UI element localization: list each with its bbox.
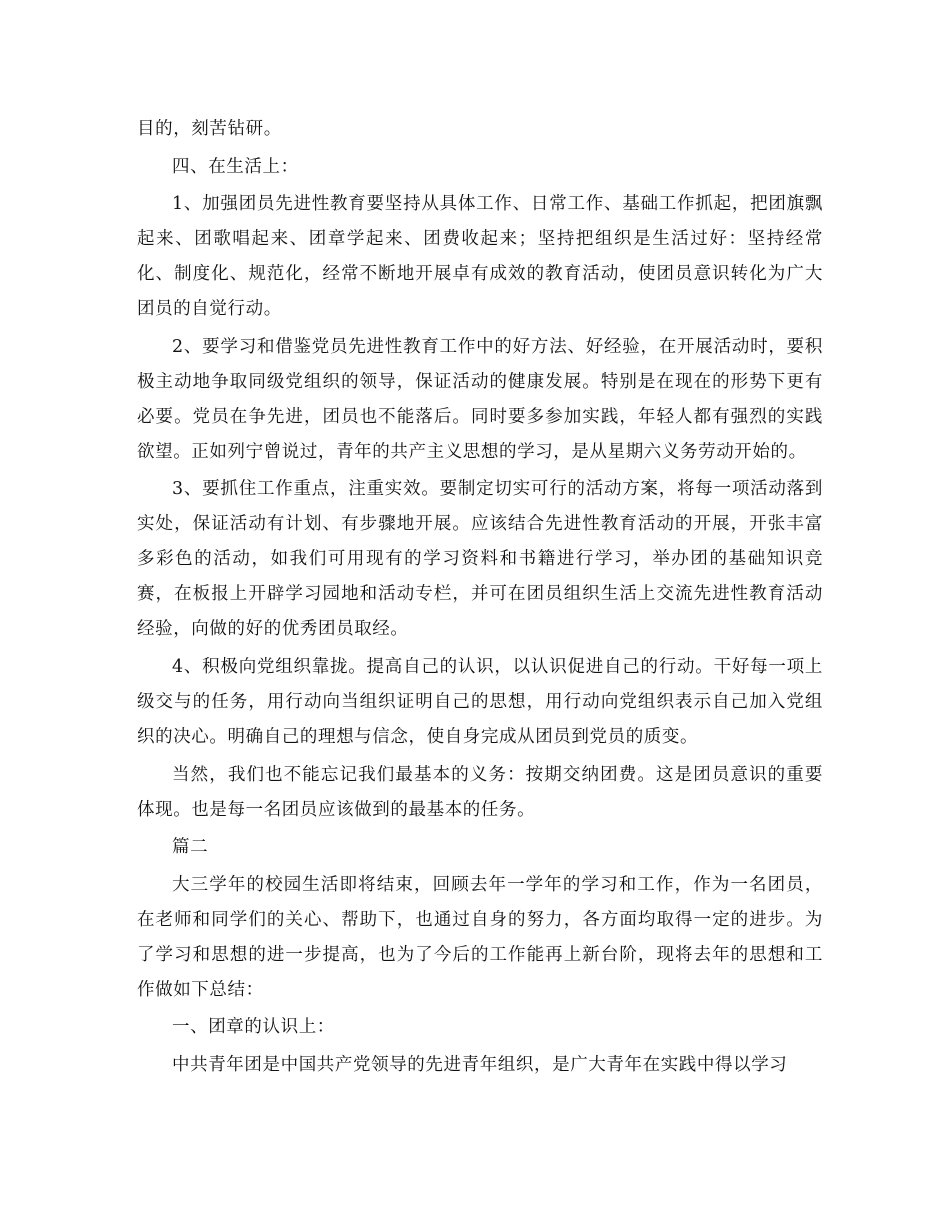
section-title-part-two: 篇二 (172, 837, 209, 858)
paragraph-dues: 当然，我们也不能忘记我们最基本的义务：按期交纳团费。这是团员意识的重要体现。也是每一名团员应该做到的最基本的任务。 (137, 764, 823, 820)
section-heading-life: 四、在生活上： (172, 156, 299, 177)
paragraph-charter: 中共青年团是中国共产党领导的先进青年组织，是广大青年在实践中得以学习 (172, 1054, 788, 1075)
paragraph-continuation: 目的，刻苦钻研。 (137, 119, 282, 139)
paragraph-intro: 大三学年的校园生活即将结束，回顾去年一学年的学习和工作，作为一名团员，在老师和同学们的关心、帮助下，也通过自身的努力，各方面均取得一定的进步。为了学习和思想的进一步提高，也为了今后的工作能再上新台阶，现将去年的思想和工作做如下总结： (137, 874, 823, 1000)
section-heading-charter: 一、团章的认识上： (172, 1017, 335, 1038)
paragraph-item-4: 4、积极向党组织靠拢。提高自己的认识，以认识促进自己的行动。干好每一项上级交与的任务，用行动向当组织证明自己的思想，用行动向党组织表示自己加入党组织的决心。明确自己的理想与信念，使自身完成从团员到党员的质变。 (137, 656, 823, 747)
document-body (137, 112, 823, 1086)
paragraph-item-2: 2、要学习和借鉴党员先进性教育工作中的好方法、好经验，在开展活动时，要积极主动地争取同级党组织的领导，保证活动的健康发展。特别是在现在的形势下更有必要。党员在争先进，团员也不能落后。同时要多参加实践，年轻人都有强烈的实践欲望。正如列宁曾说过，青年的共产主义思想的学习，是从星期六义务劳动开始的。 (137, 336, 823, 462)
paragraph-item-3: 3、要抓住工作重点，注重实效。要制定切实可行的活动方案，将每一项活动落到实处，保证活动有计划、有步骤地开展。应该结合先进性教育活动的开展，开张丰富多彩色的活动，如我们可用现有的学习资料和书籍进行学习，举办团的基础知识竞赛，在板报上开辟学习园地和活动专栏，并可在团员组织生活上交流先进性教育活动经验，向做的好的优秀团员取经。 (137, 479, 823, 640)
paragraph-item-1: 1、加强团员先进性教育要坚持从具体工作、日常工作、基础工作抓起，把团旗飘起来、团歌唱起来、团章学起来、团费收起来；坚持把组织是生活过好：坚持经常化、制度化、规范化，经常不断地开展卓有成效的教育活动，使团员意识转化为广大团员的自觉行动。 (137, 194, 823, 320)
